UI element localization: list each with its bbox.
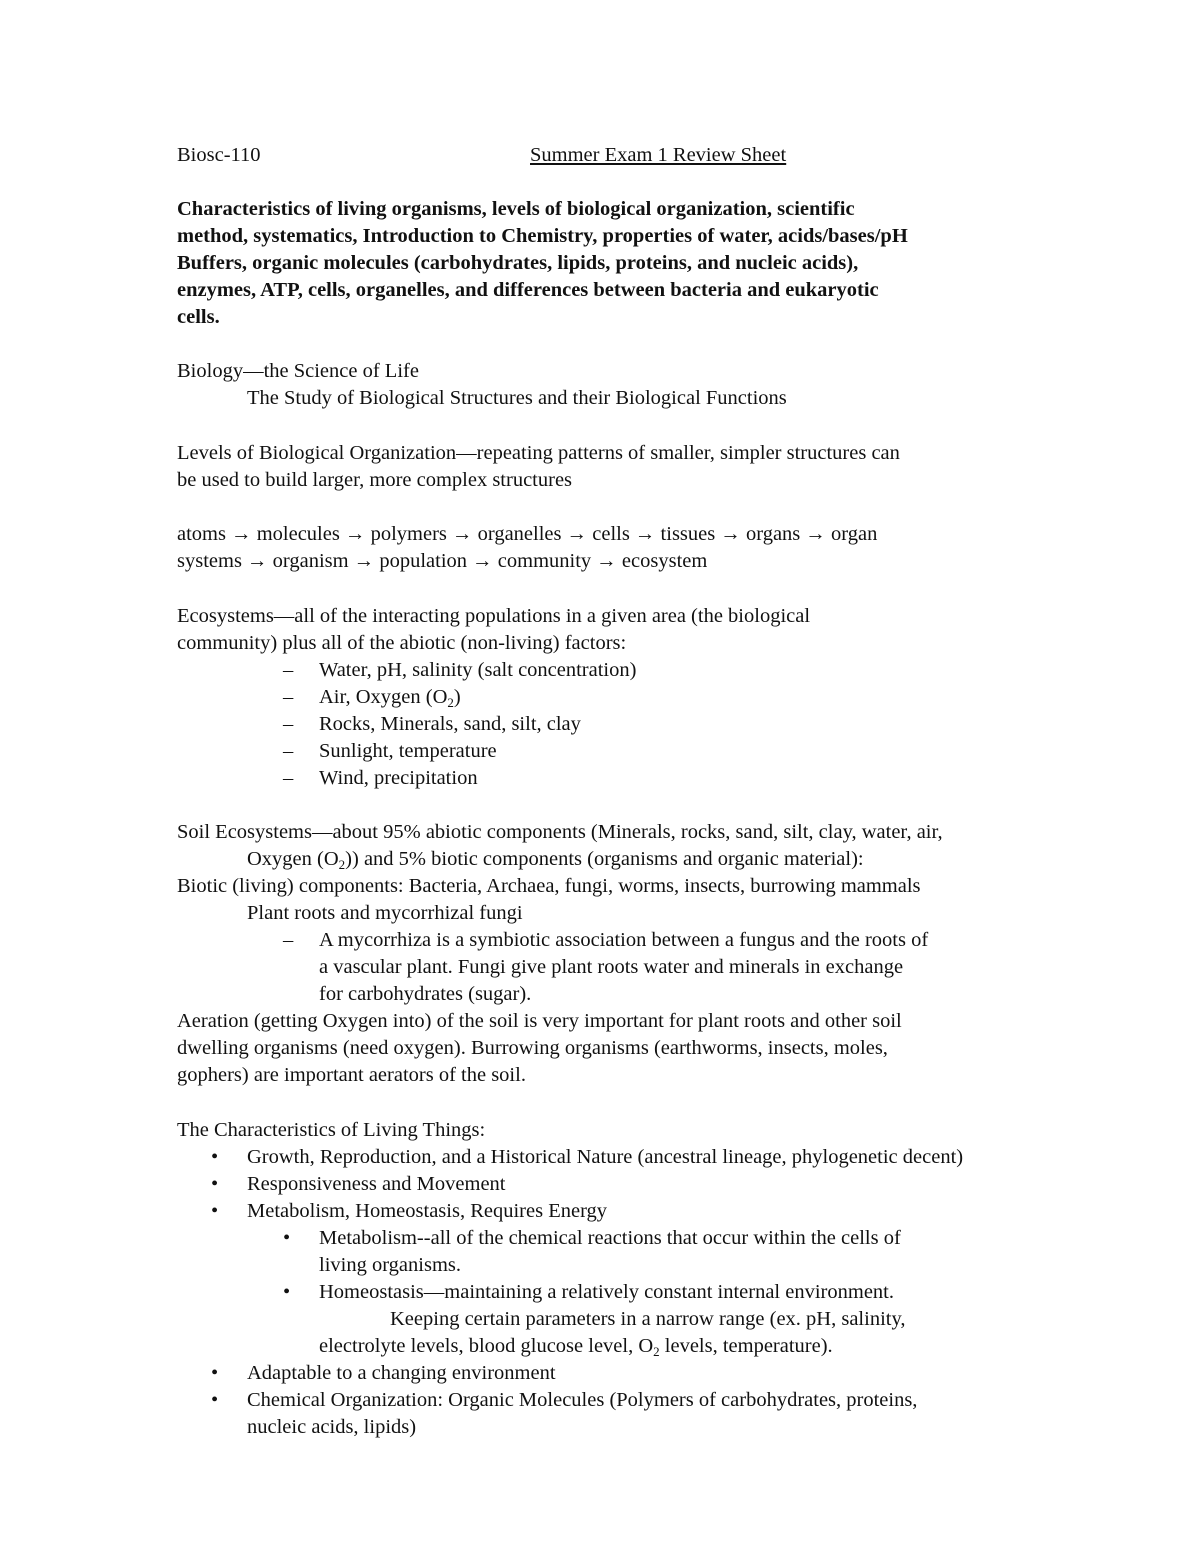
characteristic-item	[177, 1171, 1077, 1198]
bullet-marker: •	[283, 1227, 291, 1249]
abiotic-item-text: Wind, precipitation	[319, 767, 478, 789]
bullet-marker: •	[211, 1146, 219, 1168]
subscript: 2	[653, 1344, 660, 1359]
characteristic-subtext: living organisms.	[319, 1254, 461, 1276]
soil-line: Plant roots and mycorrhizal fungi	[247, 902, 523, 924]
abiotic-item	[177, 738, 1077, 765]
characteristic-text: Metabolism, Homeostasis, Requires Energy	[247, 1200, 608, 1222]
characteristic-text: Chemical Organization: Organic Molecules (Polymers of carbohydrates, proteins,	[247, 1389, 918, 1411]
ecosystems-section	[177, 603, 1077, 792]
bullet-marker: •	[211, 1389, 219, 1411]
soil-line	[177, 846, 1077, 873]
levels-line: be used to build larger, more complex structures	[177, 469, 573, 491]
subscript: 2	[338, 857, 346, 872]
abiotic-item-text: Water, pH, salinity (salt concentration)	[319, 659, 637, 681]
topics-line: cells.	[177, 306, 220, 328]
bullet-marker: •	[283, 1281, 291, 1303]
characteristic-subtext: Homeostasis—maintaining a relatively constant internal environment.	[319, 1281, 894, 1303]
dash-marker: –	[283, 659, 294, 681]
characteristic-subtext: Metabolism--all of the chemical reactions that occur within the cells of	[319, 1227, 901, 1249]
topics-line: method, systematics, Introduction to Chemistry, properties of water, acids/bases/pH	[177, 225, 908, 247]
dash-marker: –	[283, 740, 294, 762]
characteristic-item	[177, 1198, 1077, 1225]
topics-summary	[177, 196, 1037, 331]
topics-line: Characteristics of living organisms, levels of biological organization, scientific	[177, 198, 855, 220]
topics-line: Buffers, organic molecules (carbohydrates, lipids, proteins, and nucleic acids),	[177, 252, 859, 274]
characteristic-text: nucleic acids, lipids)	[247, 1416, 417, 1438]
soil-line: Soil Ecosystems—about 95% abiotic components (Minerals, rocks, sand, silt, clay, water, air,	[177, 821, 943, 843]
ecosystems-line: Ecosystems—all of the interacting populations in a given area (the biological	[177, 605, 811, 627]
biology-subtitle: The Study of Biological Structures and their Biological Functions	[247, 387, 787, 409]
soil-section	[177, 819, 1077, 1089]
mycorrhiza-text: for carbohydrates (sugar).	[319, 983, 532, 1005]
abiotic-item-text: Air, Oxygen (O	[319, 686, 448, 708]
characteristic-subtext	[177, 1333, 1077, 1360]
hierarchy-section	[177, 521, 1077, 575]
abiotic-item	[177, 765, 1077, 792]
characteristic-item	[177, 1387, 1077, 1414]
levels-line: Levels of Biological Organization—repeating patterns of smaller, simpler structures can	[177, 442, 900, 464]
mycorrhiza-item	[177, 927, 1077, 954]
characteristic-text: Adaptable to a changing environment	[247, 1362, 556, 1384]
dash-marker: –	[283, 929, 294, 951]
bullet-marker: •	[211, 1362, 219, 1384]
characteristic-text: Responsiveness and Movement	[247, 1173, 506, 1195]
soil-line-part: )) and 5% biotic components (organisms and organic material):	[345, 848, 864, 870]
page-header	[177, 142, 1077, 169]
bullet-marker: •	[211, 1173, 219, 1195]
paren-close: )	[453, 686, 461, 708]
characteristics-heading: The Characteristics of Living Things:	[177, 1119, 486, 1141]
mycorrhiza-text: A mycorrhiza is a symbiotic association between a fungus and the roots of	[319, 929, 929, 951]
subtext-part: electrolyte levels, blood glucose level, O	[319, 1335, 654, 1357]
levels-section	[177, 440, 1077, 494]
abiotic-item	[177, 684, 1077, 711]
dash-marker: –	[283, 767, 294, 789]
course-code: Biosc-110	[177, 144, 261, 166]
characteristic-subitem	[177, 1279, 1077, 1306]
bullet-marker: •	[211, 1200, 219, 1222]
abiotic-item-text: Rocks, Minerals, sand, silt, clay	[319, 713, 581, 735]
characteristic-subtext: Keeping certain parameters in a narrow range (ex. pH, salinity,	[390, 1308, 906, 1330]
mycorrhiza-text: a vascular plant. Fungi give plant roots water and minerals in exchange	[319, 956, 904, 978]
document-title: Summer Exam 1 Review Sheet	[530, 144, 787, 166]
abiotic-item	[177, 657, 1077, 684]
subtext-part: levels, temperature).	[659, 1335, 833, 1357]
soil-line: Biotic (living) components: Bacteria, Archaea, fungi, worms, insects, burrowing mammals	[177, 875, 921, 897]
characteristic-item	[177, 1360, 1077, 1387]
characteristic-item	[177, 1144, 1077, 1171]
abiotic-item	[177, 711, 1077, 738]
hierarchy-line: atoms → molecules → polymers → organelles → cells → tissues → organs → organ	[177, 523, 878, 545]
aeration-line: gophers) are important aerators of the soil.	[177, 1064, 526, 1086]
characteristics-section	[177, 1117, 1077, 1441]
dash-marker: –	[283, 686, 294, 708]
aeration-line: dwelling organisms (need oxygen). Burrowing organisms (earthworms, insects, moles,	[177, 1037, 888, 1059]
subscript: 2	[447, 695, 454, 710]
ecosystems-line: community) plus all of the abiotic (non-living) factors:	[177, 632, 627, 654]
biology-section	[177, 358, 1077, 412]
biology-definition: Biology—the Science of Life	[177, 360, 419, 382]
dash-marker: –	[283, 713, 294, 735]
characteristic-text: Growth, Reproduction, and a Historical Nature (ancestral lineage, phylogenetic decent)	[247, 1146, 964, 1168]
abiotic-item-text: Sunlight, temperature	[319, 740, 497, 762]
characteristic-subitem	[177, 1225, 1077, 1252]
aeration-line: Aeration (getting Oxygen into) of the soil is very important for plant roots and other soil	[177, 1010, 902, 1032]
hierarchy-line: systems → organism → population → community → ecosystem	[177, 550, 708, 572]
soil-line-part: Oxygen (O	[247, 848, 339, 870]
topics-line: enzymes, ATP, cells, organelles, and differences between bacteria and eukaryotic	[177, 279, 879, 301]
